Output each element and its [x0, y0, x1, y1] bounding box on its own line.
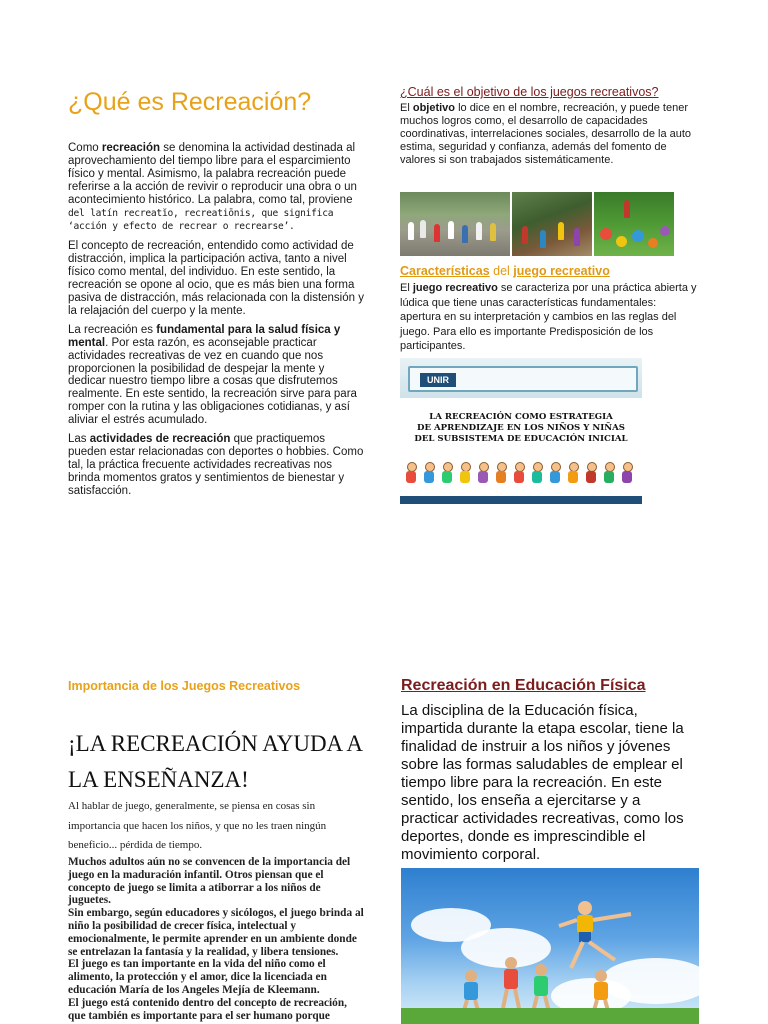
page-title: ¿Qué es Recreación? — [68, 88, 312, 116]
etymology-text: del latín recreatĭo, recreatiōnis, que significa ‘acción y efecto de recrear o recrearse’. — [68, 207, 334, 233]
objective-text: El objetivo lo dice en el nombre, recreación, y puede tener muchos logros como, el desarrollo de capacidades coordinativas, interrelaciones sociales, desarrollo de la auto estima, seguridad y confianza, además del fomento de valores si son trabajados sistemáticamente. — [400, 102, 692, 166]
unir-logo: UNIR — [420, 373, 456, 387]
children-activity-photo — [512, 192, 592, 256]
paragraph-concept: El concepto de recreación, entendido como actividad de distracción, implica la participación activa, tanto a nivel físico como mental, del individuo. En este sentido, la recreación se opone al ocio, que es más bien una forma pasiva de distracción, más relacionada con la distensión y la relajación del cuerpo y la mente. — [68, 240, 364, 317]
banner-title: LA RECREACIÓN COMO ESTRATEGIA DE APRENDIZAJE EN LOS NIÑOS Y NIÑAS DEL SUBSISTEMA DE EDUCACIÓN INICIAL — [414, 412, 628, 444]
group-outdoor-photo — [400, 192, 510, 256]
body-paragraph-3: El juego es tan importante en la vida del niño como el alimento, la protección y el amor, dice la licenciada en educación María de los Angeles Mejía de Kleemann. — [68, 958, 327, 996]
characteristics-heading: Características del juego recreativo — [400, 264, 610, 278]
recreation-definition-column — [68, 142, 364, 504]
colorful-balls-photo — [594, 192, 674, 256]
jumping-children-photo — [401, 868, 699, 1024]
characteristics-text: El juego recreativo se caracteriza por una práctica abierta y lúdica que tiene unas características fundamentales: apertura en su interpretación y cambios en las reglas del juego. Para ello es importante Predisposición de los participantes. — [400, 282, 697, 353]
importance-body — [68, 856, 366, 1022]
body-paragraph-2: Sin embargo, según educadores y sicólogos, el juego brinda al niño la posibilidad de crecer física, intelectual y emocionalmente, le permite aprender en un ambiente donde se entrelazan la fantasía y la realidad, y libera tensiones. — [68, 907, 364, 958]
physical-education-heading: Recreación en Educación Física — [401, 677, 646, 694]
intro-text: Al hablar de juego, generalmente, se piensa en cosas sin importancia que hacen los niños, y que no les traen ningún beneficio... pérdida de tiempo. — [68, 800, 327, 851]
children-illustration — [404, 462, 638, 492]
term-recreacion: recreación — [101, 142, 161, 154]
child-3 — [533, 964, 549, 1012]
learning-heading: ¡LA RECREACIÓN AYUDA A LA ENSEÑANZA! — [68, 731, 362, 792]
term-juego-recreativo: juego recreativo — [412, 282, 498, 294]
term-health: fundamental para la salud física y mental — [68, 323, 341, 349]
children-silhouettes — [401, 868, 699, 1024]
physical-education-text: La disciplina de la Educación física, impartida durante la etapa escolar, tiene la finalidad de instruir a los niños y jóvenes sobre las formas saludables de emplear el tiempo libre para la recreación. En este sentido, los enseña a ejercitarse y a practicar actividades recreativas, como los deportes, donde es imprescindible el movimiento corporal. — [401, 702, 684, 863]
importance-heading: Importancia de los Juegos Recreativos — [68, 679, 301, 693]
paragraph-health: La recreación es fundamental para la salud física y mental. Por esta razón, es aconsejable practicar actividades recreativas de vez en cuando que nos proporcionen la posibilidad de despejar la mente y dedicar nuestro tiempo libre a cosas que disfrutemos realmente. En este sentido, la recreación sirve para para romper con la rutina y las obligaciones cotidianas, y así aliviar el estrés acumulado. — [68, 323, 357, 427]
strategy-banner-image — [400, 358, 642, 506]
body-paragraph-1: Muchos adultos aún no se convencen de la importancia del juego en la maduración infantil. Otros piensan que el concepto de juego se limita a atiborrar a los niños de juguetes. — [68, 856, 351, 907]
term-activities: actividades de recreación — [89, 433, 231, 446]
term-objetivo: objetivo — [412, 102, 456, 114]
objective-heading: ¿Cuál es el objetivo de los juegos recreativos? — [400, 85, 659, 99]
jumping-child-1 — [559, 901, 631, 968]
paragraph-definition: Como recreación se denomina la actividad destinada al aprovechamiento del tiempo libre para el esparcimiento físico y mental. Asimismo, la palabra recreación puede referirse a la acción de revivir o reproducir una obra o un acontecimiento histórico. La palabra, como tal, proviene del latín recreatĭo, recreatiōnis, que significa ‘acción y efecto de recrear o recrearse’. — [68, 142, 357, 233]
body-paragraph-4: El juego está contenido dentro del concepto de recreación, que también es importante para el ser humano porque — [68, 996, 347, 1022]
child-2 — [503, 957, 519, 1008]
recreation-photos — [400, 192, 674, 256]
paragraph-activities: Las actividades de recreación que practiquemos pueden estar relacionadas con deportes o hobbies. Como tal, la práctica frecuente actividades recreativas nos brinda momentos gratos y sentimientos de bienestar y satisfacción. — [68, 433, 364, 497]
